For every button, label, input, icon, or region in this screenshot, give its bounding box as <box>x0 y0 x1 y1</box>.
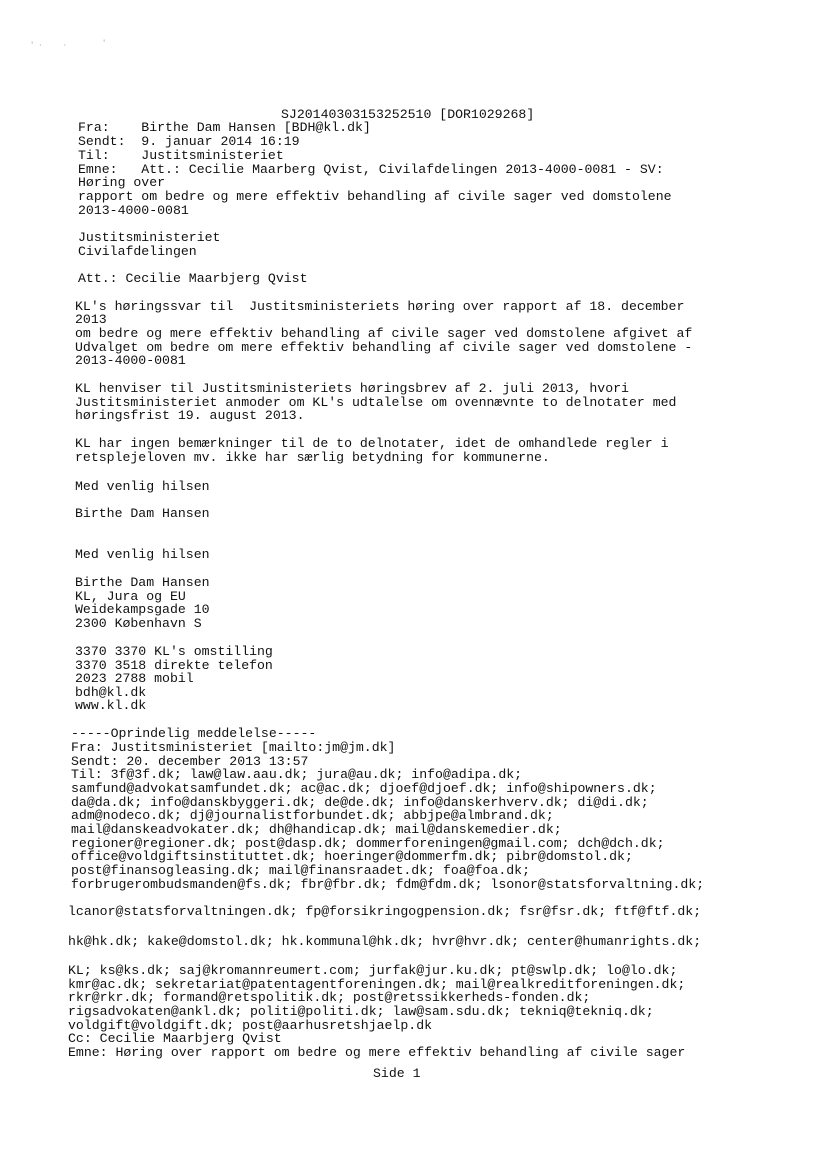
contact-line: 3370 3370 KL's omstilling <box>75 644 273 659</box>
paragraph-line: KL har ingen bemærkninger til de to delnotater, idet de omhandlede regler i <box>75 436 669 451</box>
signature-line: KL, Jura og EU <box>75 589 186 604</box>
contact-website: www.kl.dk <box>75 698 147 713</box>
recipients-line: rigsadvokaten@ankl.dk; politi@politi.dk; law@sam.sdu.dk; tekniq@tekniq.dk; <box>68 1004 654 1019</box>
subject-line: Emne: Høring over rapport om bedre og mere effektiv behandling af civile sager <box>68 1045 686 1060</box>
recipients-line: lcanor@statsforvaltningen.dk; fp@forsikringogpension.dk; fsr@fsr.dk; ftf@ftf.dk; <box>68 904 702 919</box>
paragraph-line: KL's høringssvar til Justitsministeriets høring over rapport af 18. december <box>75 299 685 314</box>
recipients-line: office@voldgiftsinstituttet.dk; hoeringer@dommerfm.dk; pibr@domstol.dk; <box>71 849 633 864</box>
paragraph-line: retsplejeloven mv. ikke har særlig betydning for kommunerne. <box>75 450 550 465</box>
header-from: Fra: Birthe Dam Hansen [BDH@kl.dk] <box>78 120 371 135</box>
recipients-line: samfund@advokatsamfundet.dk; ac@ac.dk; djoef@djoef.dk; info@shipowners.dk; <box>71 781 657 796</box>
recipients-line: regioner@regioner.dk; post@dasp.dk; dommerforeningen@gmail.com; dch@dch.dk; <box>71 836 665 851</box>
contact-line: 2023 2788 mobil <box>75 671 194 686</box>
header-subject: Emne: Att.: Cecilie Maarberg Qvist, Civilafdelingen 2013-4000-0081 - SV: <box>78 162 664 177</box>
recipients-line: mail@danskeadvokater.dk; dh@handicap.dk; mail@danskemedier.dk; <box>71 822 562 837</box>
attention-line: Att.: Cecilie Maarbjerg Qvist <box>78 271 308 286</box>
recipients-line: rkr@rkr.dk; formand@retspolitik.dk; post@retssikkerheds-fonden.dk; <box>68 990 591 1005</box>
paragraph-line: høringsfrist 19. august 2013. <box>75 408 305 423</box>
closing-line: Med venlig hilsen <box>75 479 210 494</box>
recipients-line: post@finansogleasing.dk; mail@finansraadet.dk; foa@foa.dk; <box>71 863 530 878</box>
paragraph-line: 2013 <box>75 312 107 327</box>
recipients-line: hk@hk.dk; kake@domstol.dk; hk.kommunal@hk.dk; hvr@hvr.dk; center@humanrights.dk; <box>68 934 702 949</box>
cc-line: Cc: Cecilie Maarbjerg Qvist <box>68 1031 282 1046</box>
paragraph-line: om bedre og mere effektiv behandling af civile sager ved domstolene afgivet af <box>75 326 693 341</box>
signature-line: 2300 København S <box>75 616 202 631</box>
closing-line: Med venlig hilsen <box>75 547 210 562</box>
header-to: Til: Justitsministeriet <box>78 148 284 163</box>
paragraph-line: 2013-4000-0081 <box>75 353 186 368</box>
signature-line: Birthe Dam Hansen <box>75 575 210 590</box>
document-reference: SJ20140303153252510 [DOR1029268] <box>281 107 535 122</box>
page-number: Side 1 <box>373 1066 421 1081</box>
recipient-line: Civilafdelingen <box>78 244 197 259</box>
contact-email: bdh@kl.dk <box>75 685 147 700</box>
original-message-line: -----Oprindelig meddelelse----- <box>71 726 317 741</box>
original-message-line: Fra: Justitsministeriet [mailto:jm@jm.dk] <box>71 740 396 755</box>
header-subject-cont: 2013-4000-0081 <box>78 203 189 218</box>
recipients-line: forbrugerombudsmanden@fs.dk; fbr@fbr.dk; fdm@fdm.dk; lsonor@statsforvaltning.dk; <box>71 877 705 892</box>
original-message-line: Sendt: 20. december 2013 13:57 <box>71 754 309 769</box>
sender-name: Birthe Dam Hansen <box>75 506 210 521</box>
recipients-line: da@da.dk; info@danskbyggeri.dk; de@de.dk; info@danskerhverv.dk; di@di.dk; <box>71 795 649 810</box>
recipients-line: kmr@ac.dk; sekretariat@patentagentforeningen.dk; mail@realkreditforeningen.dk; <box>68 977 686 992</box>
contact-line: 3370 3518 direkte telefon <box>75 658 273 673</box>
header-subject-cont: rapport om bedre og mere effektiv behandling af civile sager ved domstolene <box>78 189 672 204</box>
scan-speck: '· · <box>30 42 72 50</box>
recipient-line: Justitsministeriet <box>78 230 221 245</box>
recipients-line: Til: 3f@3f.dk; law@law.aau.dk; jura@au.dk; info@adipa.dk; <box>71 767 523 782</box>
signature-line: Weidekampsgade 10 <box>75 602 210 617</box>
header-sent: Sendt: 9. januar 2014 16:19 <box>78 134 300 149</box>
paragraph-line: Justitsministeriet anmoder om KL's udtalelse om ovennævnte to delnotater med <box>75 395 677 410</box>
paragraph-line: Udvalget om bedre om mere effektiv behandling af civile sager ved domstolene - <box>75 340 693 355</box>
paragraph-line: KL henviser til Justitsministeriets høringsbrev af 2. juli 2013, hvori <box>75 381 629 396</box>
recipients-line: KL; ks@ks.dk; saj@kromannreumert.com; jurfak@jur.ku.dk; pt@swlp.dk; lo@lo.dk; <box>68 963 678 978</box>
recipients-line: voldgift@voldgift.dk; post@aarhusretshjaelp.dk <box>68 1018 433 1033</box>
header-subject-cont: Høring over <box>78 175 166 190</box>
scan-speck: ' <box>102 40 107 48</box>
recipients-line: adm@nodeco.dk; dj@journalistforbundet.dk; abbjpe@almbrand.dk; <box>71 808 554 823</box>
